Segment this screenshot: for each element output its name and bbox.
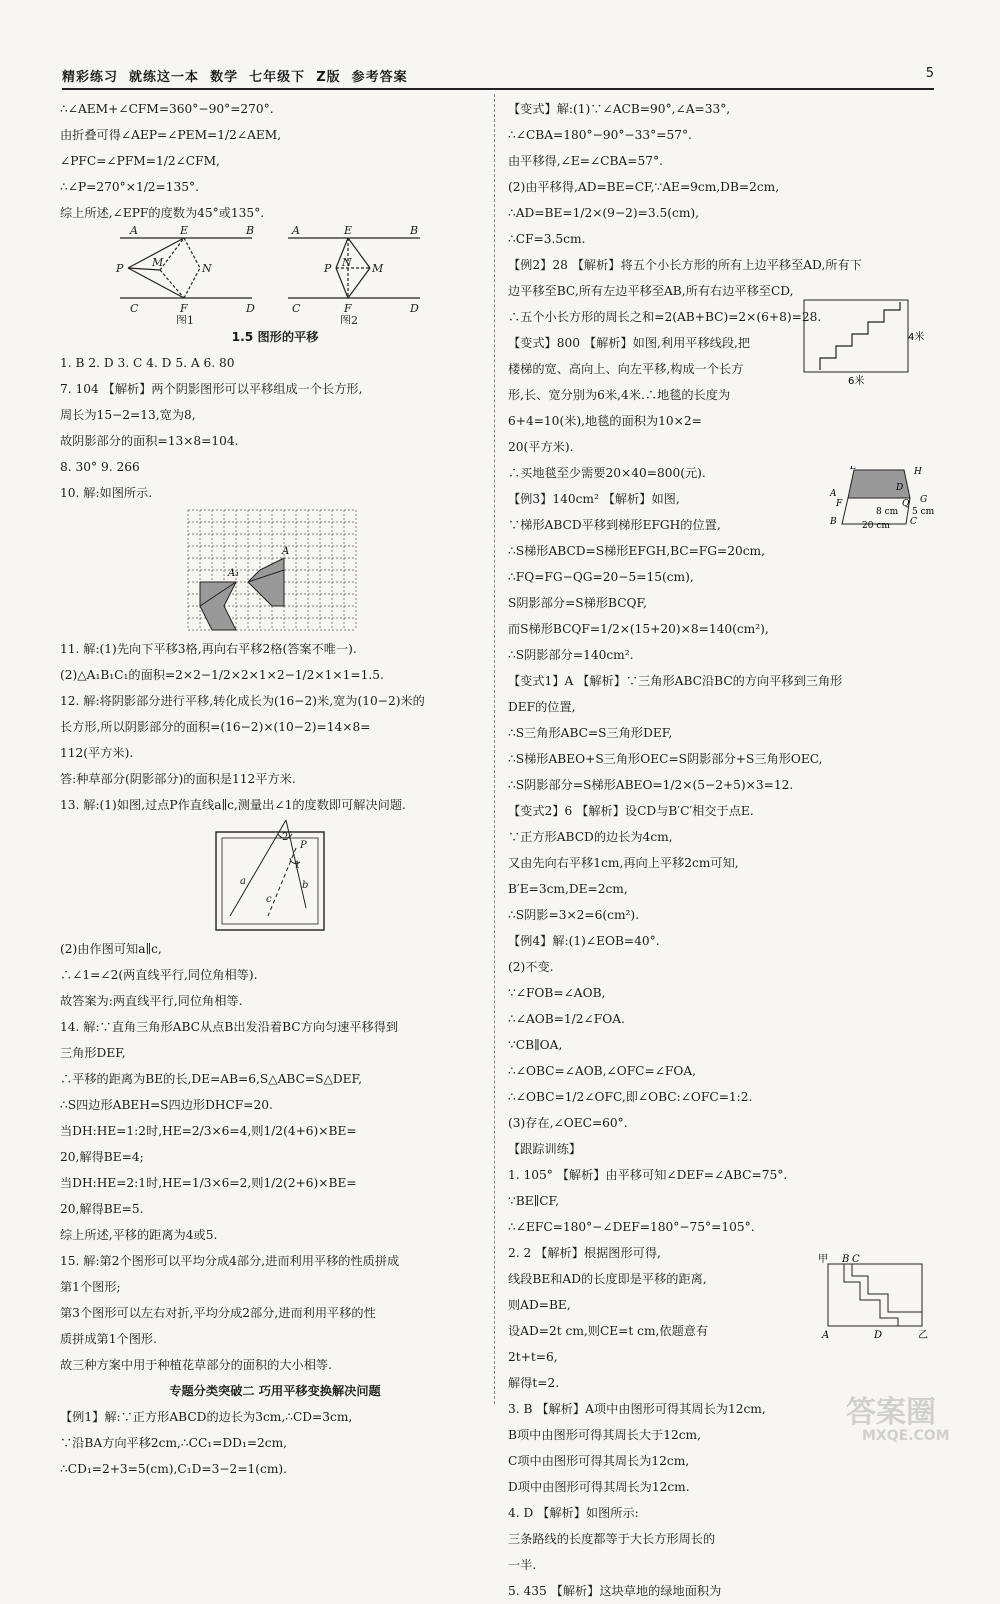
page-header [62,66,934,90]
stairs-figure [800,296,930,390]
trap-label-f: F [836,499,843,509]
route-label-a: A [822,1330,830,1341]
text-line: 12. 解:将阴影部分进行平移,转化成长为(16−2)米,宽为(10−2)米的 [60,694,425,708]
text-line: 第1个图形; [60,1280,121,1294]
text-line: 第3个图形可以左右对折,平均分成2部分,进而利用平移的性 [60,1306,376,1320]
text-line: ∴平移的距离为BE的长,DE=AB=6,S△ABC=S△DEF, [60,1072,362,1086]
stairs-label-height: 4米 [908,332,925,343]
left-block-5 [60,1404,490,1482]
text-line: 由平移得,∠E=∠CBA=57°. [508,154,663,168]
route-figure-svg [818,1252,938,1342]
section-title: 1.5 图形的平移 [231,330,319,344]
text-line: 【例4】解:(1)∠EOB=40°. [508,934,660,948]
text-line: 【变式】800 【解析】如图,利用平移线段,把 [508,336,751,350]
text-line: ∴AD=BE=1/2×(9−2)=3.5(cm), [508,206,700,220]
text-line: ∴FQ=FG−QG=20−5=15(cm), [508,570,694,584]
stairs-label-width: 6米 [848,376,865,386]
fig1-label-d: D [246,302,255,315]
fig1-label-p: P [116,262,124,275]
text-line: C项中由图形可得其周长为12cm, [508,1454,690,1468]
fig2-label-f: F [344,302,352,315]
text-line: ∵∠FOB=∠AOB, [508,986,606,1000]
text-line: 设AD=2t cm,则CE=t cm,依题意有 [508,1324,709,1338]
route-label-jia: 甲 [818,1254,828,1265]
left-column [60,96,490,1482]
trap-label-20cm: 20 cm [862,521,890,528]
left-block-2 [60,350,490,506]
text-line: ∴S阴影部分=140cm². [508,648,634,662]
text-line: ∴∠AOB=1/2∠FOA. [508,1012,625,1026]
text-line: 三角形DEF, [60,1046,126,1060]
text-line: S阴影部分=S梯形BCQF, [508,596,647,610]
text-line: ∵沿BA方向平移2cm,∴CC₁=DD₁=2cm, [60,1436,288,1450]
parallel-label-p: P [300,840,307,851]
parallel-figure-svg [60,818,490,936]
trap-label-8cm: 8 cm [876,507,899,517]
fold-figures-svg [60,226,490,324]
right-block-4 [508,668,936,1604]
text-line: 2. 2 【解析】根据图形可得, [508,1246,661,1260]
text-line: 【例2】28 【解析】将五个小长方形的所有上边平移至AD,所有下 [508,258,862,272]
fig2-label-d: D [410,302,419,315]
text-line: 1. 105° 【解析】由平移可知∠DEF=∠ABC=75°. [508,1168,788,1182]
text-line: 形,长、宽分别为6米,4米.∴地毯的长度为 [508,388,731,402]
text-line: 【例1】解:∵正方形ABCD的边长为3cm,∴CD=3cm, [60,1410,353,1424]
text-line: 边平移至BC,所有左边平移至AB,所有右边平移至CD, [508,284,794,298]
text-line: ∴S阴影部分=S梯形ABEO=1/2×(5−2+5)×3=12. [508,778,794,792]
text-line: 质拼成第1个图形. [60,1332,157,1346]
trapezoid-figure-svg [826,466,936,528]
text-line: ∴S四边形ABEH=S四边形DHCF=20. [60,1098,273,1112]
text-line: ∴S梯形ABEO+S三角形OEC=S阴影部分+S三角形OEC, [508,752,823,766]
text-line: DEF的位置, [508,700,576,714]
text-line: 楼梯的宽、高向上、向左平移,构成一个长方 [508,362,744,376]
fig1-label-b: B [246,226,255,237]
text-line: 故三种方案中用于种植花草部分的面积的大小相等. [60,1358,332,1372]
text-line: (2)由平移得,AD=BE=CF,∵AE=9cm,DB=2cm, [508,180,780,194]
text-line: 20,解得BE=4; [60,1150,144,1164]
left-block-1 [60,96,490,226]
fig2-caption: 图2 [340,314,358,324]
text-line: 由折叠可得∠AEP=∠PEM=1/2∠AEM, [60,128,282,142]
text-line: 20(平方米). [508,440,574,454]
text-line: ∴S三角形ABC=S三角形DEF, [508,726,673,740]
text-line: 解得t=2. [508,1376,560,1390]
fig2-label-a: A [292,226,300,237]
trap-label-b: B [830,517,837,527]
fig2-label-p: P [324,262,332,275]
text-line: 综上所述,∠EPF的度数为45°或135°. [60,206,265,220]
text-line: (3)存在,∠OEC=60°. [508,1116,628,1130]
text-line: 2t+t=6, [508,1350,558,1364]
route-label-c: C [852,1254,860,1265]
route-figure [818,1252,938,1346]
parallel-label-2: 2 [282,832,289,843]
text-line: 一半. [508,1558,537,1572]
text-line: 20,解得BE=5. [60,1202,144,1216]
stairs-figure-svg [800,296,930,386]
text-line: 当DH:HE=1:2时,HE=2/3×6=4,则1/2(4+6)×BE= [60,1124,357,1138]
text-line: B′E=3cm,DE=2cm, [508,882,628,896]
text-line: 112(平方米). [60,746,134,760]
fig1-label-e: E [180,226,189,237]
text-line: 线段BE和AD的长度即是平移的距离, [508,1272,707,1286]
text-line: 4. D 【解析】如图所示: [508,1506,639,1520]
text-line: ∠PFC=∠PFM=1/2∠CFM, [60,154,220,168]
text-line: ∵梯形ABCD平移到梯形EFGH的位置, [508,518,721,532]
text-line: (2)△A₁B₁C₁的面积=2×2−1/2×2×1×2−1/2×1×1=1.5. [60,668,384,682]
text-line: 【例3】140cm² 【解析】如图, [508,492,680,506]
trap-label-c: C [910,517,917,527]
left-block-4 [60,936,490,1378]
text-line: 而S梯形BCQF=1/2×(15+20)×8=140(cm²), [508,622,769,636]
text-line: ∴∠CBA=180°−90°−33°=57°. [508,128,692,142]
text-line: ∴∠EFC=180°−∠DEF=180°−75°=105°. [508,1220,755,1234]
text-line: 综上所述,平移的距离为4或5. [60,1228,218,1242]
text-line: 5. 435 【解析】这块草地的绿地面积为 [508,1584,722,1598]
text-line: 【变式1】A 【解析】∵三角形ABC沿BC的方向平移到三角形 [508,674,843,688]
text-line: B项中由图形可得其周长大于12cm, [508,1428,701,1442]
grid-figure [60,506,490,636]
text-line: ∴CD₁=2+3=5(cm),C₁D=3−2=1(cm). [60,1462,288,1476]
text-line: 14. 解:∵直角三角形ABC从点B出发沿着BC方向匀速平移得到 [60,1020,399,1034]
column-divider [494,94,495,1404]
fig1-label-a: A [130,226,138,237]
trap-label-h: H [914,467,922,477]
fig1-label-c: C [130,302,139,315]
right-block-1 [508,96,936,330]
stairs-block [508,330,798,486]
watermark-logo [842,1392,982,1442]
text-line: ∴S阴影=3×2=6(cm²). [508,908,640,922]
trap-label-a: A [830,489,837,499]
fig2-label-b: B [410,226,419,237]
text-line: 三条路线的长度都等于大长方形周长的 [508,1532,716,1546]
watermark-text: 答案圈 [846,1395,936,1430]
text-line: ∴∠OBC=1/2∠OFC,即∠OBC:∠OFC=1:2. [508,1090,753,1104]
text-line: 【跟踪训练】 [508,1142,582,1156]
header-title: 精彩练习 就练这一本 数学 七年级下 Z版 参考答案 [62,70,408,85]
text-line: 7. 104 【解析】两个阴影图形可以平移组成一个长方形, [60,382,363,396]
text-line: ∴S梯形ABCD=S梯形EFGH,BC=FG=20cm, [508,544,765,558]
trap-label-q: Q [902,499,910,509]
route-label-b: B [842,1254,850,1265]
section-title-2: 专题分类突破二 巧用平移变换解决问题 [169,1384,381,1398]
text-line: 3. B 【解析】A项中由图形可得其周长为12cm, [508,1402,766,1416]
fig2-label-m: M [372,262,384,275]
text-line: 故阴影部分的面积=13×8=104. [60,434,239,448]
text-line: ∴∠1=∠2(两直线平行,同位角相等). [60,968,258,982]
fig2-label-e: E [344,226,353,237]
text-line: ∴∠P=270°×1/2=135°. [60,180,200,194]
grid-label-a: A [282,546,290,557]
text-line: 当DH:HE=2:1时,HE=1/3×6=2,则1/2(2+6)×BE= [60,1176,357,1190]
text-line: 15. 解:第2个图形可以平均分成4部分,进而利用平移的性质拼成 [60,1254,400,1268]
trap-label-5cm: 5 cm [912,507,935,517]
fig1-label-f: F [180,302,188,315]
grid-label-a1: A₁ [228,568,240,579]
route-label-d: D [874,1330,883,1341]
text-line: 又由先向右平移1cm,再向上平移2cm可知, [508,856,739,870]
fig1-label-m: M [152,256,164,269]
text-line: 13. 解:(1)如图,过点P作直线a∥c,测量出∠1的度数即可解决问题. [60,798,406,812]
route-label-yi: 乙 [918,1330,928,1341]
text-line: (2)由作图可知a∥c, [60,942,162,956]
watermark-svg [842,1392,982,1442]
fold-figures [60,226,490,324]
text-line: ∵正方形ABCD的边长为4cm, [508,830,673,844]
parallel-label-1: 1 [294,860,301,871]
text-line: 长方形,所以阴影部分的面积=(16−2)×(10−2)=14×8= [60,720,371,734]
parallel-label-c: c [266,894,272,905]
fig1-label-n: N [202,262,212,275]
fig2-label-n: N [342,256,352,269]
watermark-sub: MXQE.COM [862,1428,950,1442]
trapezoid-block [508,486,818,668]
trap-label-g: G [920,495,928,505]
text-line: ∴CF=3.5cm. [508,232,586,246]
left-block-3 [60,636,490,818]
text-line: ∵CB∥OA, [508,1038,563,1052]
page-number: 5 [925,66,934,81]
text-line: 周长为15−2=13,宽为8, [60,408,196,422]
text-line: ∴∠AEM+∠CFM=360°−90°=270°. [60,102,274,116]
text-line: ∴买地毯至少需要20×40=800(元). [508,466,706,480]
text-line: (2)不变. [508,960,554,974]
text-line: 6+4=10(米),地毯的面积为10×2= [508,414,702,428]
text-line: 10. 解:如图所示. [60,486,153,500]
text-line: ∵BE∥CF, [508,1194,559,1208]
grid-figure-svg [60,506,490,636]
trap-label-d: D [896,483,904,493]
text-line: 11. 解:(1)先向下平移3格,再向右平移2格(答案不唯一). [60,642,357,656]
text-line: 【变式】解:(1)∵∠ACB=90°,∠A=33°, [508,102,731,116]
trap-label-e: E [850,466,857,472]
fig1-caption: 图1 [176,314,194,324]
text-line: 答:种草部分(阴影部分)的面积是112平方米. [60,772,296,786]
text-line: ∴五个小长方形的周长之和=2(AB+BC)=2×(6+8)=28. [508,310,822,324]
text-line: 1. B 2. D 3. C 4. D 5. A 6. 80 [60,356,235,370]
parallel-figure [60,818,490,936]
text-line: 【变式2】6 【解析】设CD与B′C′相交于点E. [508,804,754,818]
trapezoid-figure [826,466,936,532]
text-line: ∴∠OBC=∠AOB,∠OFC=∠FOA, [508,1064,697,1078]
parallel-label-a: a [240,876,246,887]
text-line: 故答案为:两直线平行,同位角相等. [60,994,243,1008]
text-line: 则AD=BE, [508,1298,571,1312]
text-line: D项中由图形可得其周长为12cm. [508,1480,690,1494]
text-line: 8. 30° 9. 266 [60,460,140,474]
parallel-label-b: b [302,880,309,891]
fig2-label-c: C [292,302,301,315]
